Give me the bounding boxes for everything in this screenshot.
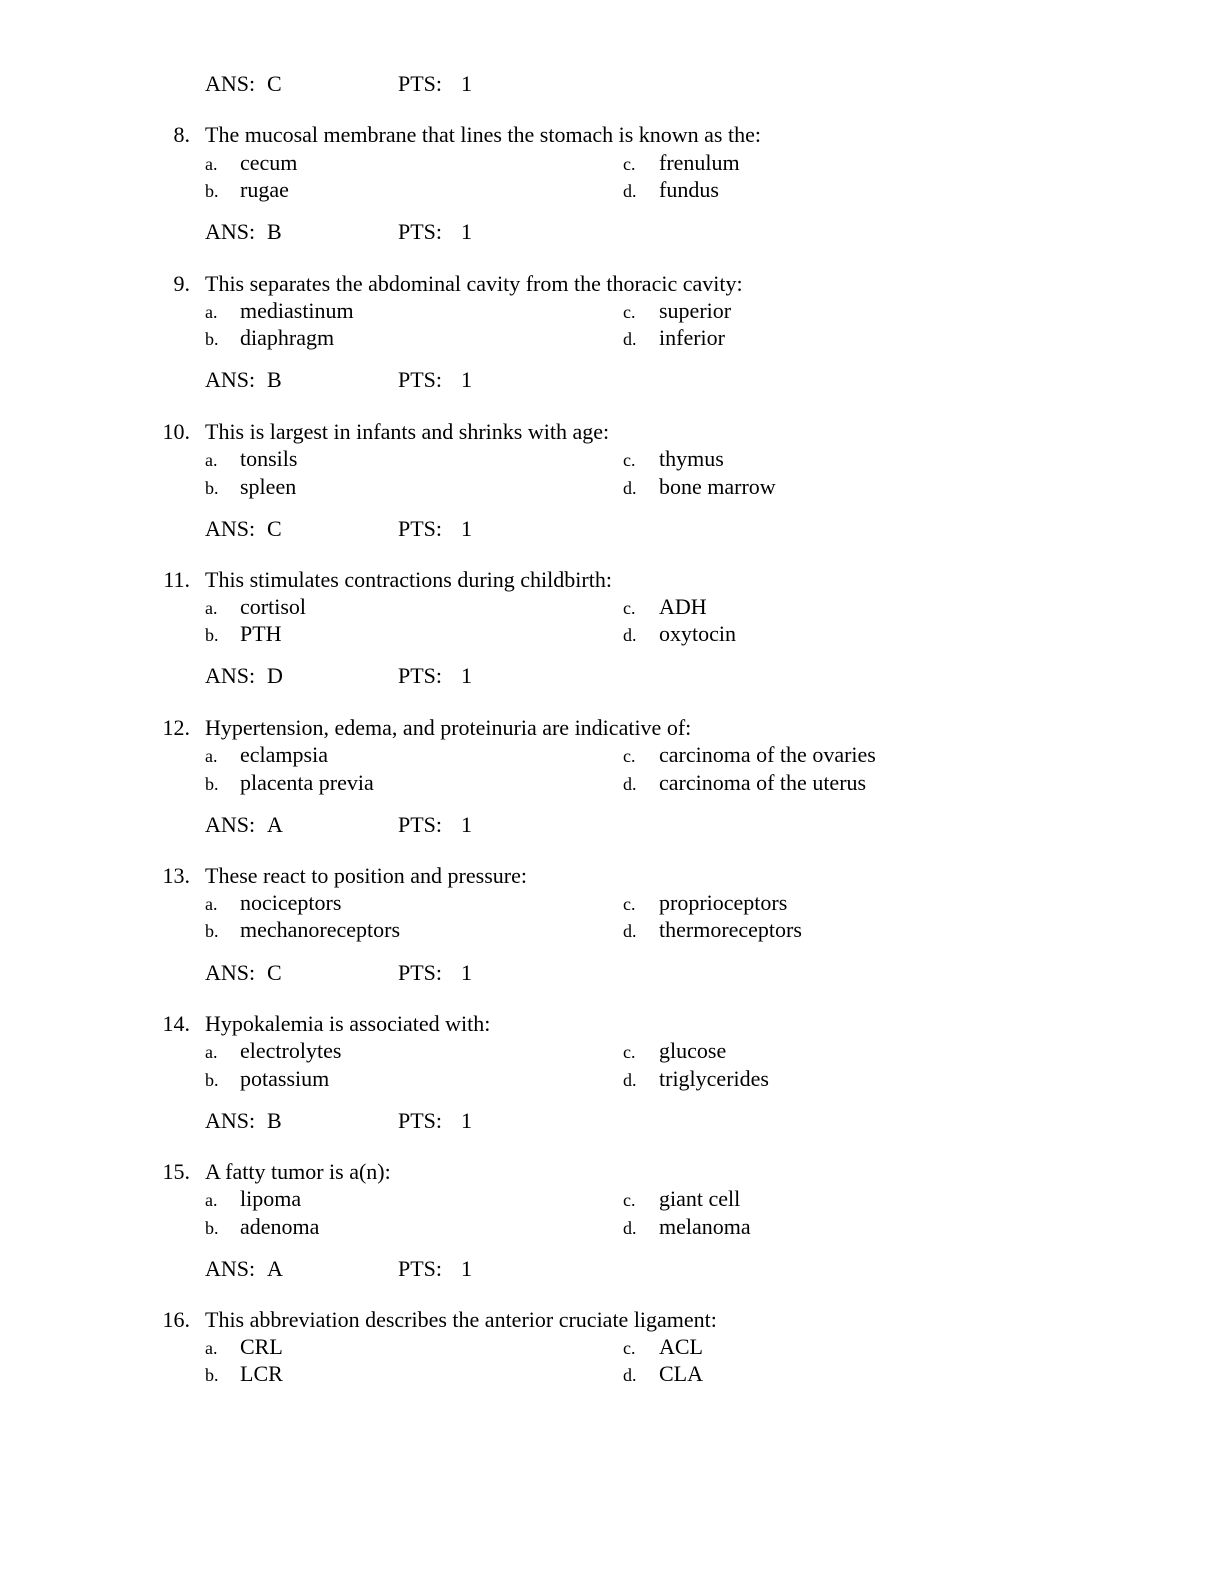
- option-a-letter: a.: [205, 746, 218, 766]
- pts-label: PTS:: [398, 516, 443, 541]
- ans-label: ANS:: [205, 1108, 256, 1133]
- ans-label: ANS:: [205, 960, 256, 985]
- option-d-text: inferior: [659, 325, 725, 350]
- question-text: This abbreviation describes the anterior cruciate ligament:: [205, 1307, 717, 1332]
- option-c-letter: c.: [623, 598, 636, 618]
- ans-value: C: [267, 516, 282, 541]
- answer-row-q15: [0, 1255, 1224, 1283]
- option-d-text: bone marrow: [659, 474, 776, 499]
- option-c-text: ACL: [659, 1334, 703, 1359]
- option-b-letter: b.: [205, 625, 219, 645]
- pts-value: 1: [461, 71, 472, 96]
- option-a-text: lipoma: [240, 1186, 302, 1211]
- option-b-letter: b.: [205, 1218, 219, 1238]
- option-d-text: thermoreceptors: [659, 917, 802, 942]
- ans-label: ANS:: [205, 663, 256, 688]
- option-c-letter: c.: [623, 1042, 636, 1062]
- question-text: This stimulates contractions during childbirth:: [205, 567, 612, 592]
- pts-label: PTS:: [398, 812, 443, 837]
- option-b-text: spleen: [240, 474, 297, 499]
- ans-value: C: [267, 71, 282, 96]
- option-b-text: placenta previa: [240, 770, 374, 795]
- question-text: Hypertension, edema, and proteinuria are indicative of:: [205, 715, 692, 740]
- pts-label: PTS:: [398, 219, 443, 244]
- option-d-text: carcinoma of the uterus: [659, 770, 867, 795]
- option-b-letter: b.: [205, 921, 219, 941]
- pts-label: PTS:: [398, 71, 443, 96]
- option-a-letter: a.: [205, 1338, 218, 1358]
- pts-value: 1: [461, 1108, 472, 1133]
- pts-label: PTS:: [398, 960, 443, 985]
- option-d-letter: d.: [623, 181, 637, 201]
- option-c-letter: c.: [623, 302, 636, 322]
- option-a-letter: a.: [205, 598, 218, 618]
- ans-label: ANS:: [205, 219, 256, 244]
- option-b-text: adenoma: [240, 1214, 320, 1239]
- option-b-text: rugae: [240, 177, 289, 202]
- option-c-text: giant cell: [659, 1186, 741, 1211]
- pts-value: 1: [461, 960, 472, 985]
- ans-value: A: [267, 812, 283, 837]
- option-a-text: mediastinum: [240, 298, 354, 323]
- answer-row-q9: [0, 366, 1224, 394]
- option-a-letter: a.: [205, 1042, 218, 1062]
- option-b-letter: b.: [205, 478, 219, 498]
- ans-label: ANS:: [205, 812, 256, 837]
- question-number: 10.: [162, 419, 190, 444]
- option-d-text: CLA: [659, 1361, 703, 1386]
- option-a-letter: a.: [205, 302, 218, 322]
- question-13: [0, 862, 1224, 946]
- option-c-text: proprioceptors: [659, 890, 788, 915]
- question-number: 15.: [162, 1159, 190, 1184]
- option-d-letter: d.: [623, 921, 637, 941]
- answer-row-q7: [0, 70, 1224, 98]
- pts-value: 1: [461, 663, 472, 688]
- option-a-letter: a.: [205, 154, 218, 174]
- option-b-text: mechanoreceptors: [240, 917, 401, 942]
- pts-value: 1: [461, 367, 472, 392]
- question-text: This separates the abdominal cavity from the thoracic cavity:: [205, 271, 743, 296]
- ans-value: B: [267, 219, 282, 244]
- option-b-letter: b.: [205, 774, 219, 794]
- option-a-letter: a.: [205, 450, 218, 470]
- option-d-text: melanoma: [659, 1214, 751, 1239]
- answer-row-q13: [0, 959, 1224, 987]
- option-d-letter: d.: [623, 1218, 637, 1238]
- answer-row-q11: [0, 662, 1224, 690]
- question-15: [0, 1158, 1224, 1242]
- option-a-text: nociceptors: [240, 890, 342, 915]
- option-d-letter: d.: [623, 625, 637, 645]
- pts-label: PTS:: [398, 1256, 443, 1281]
- option-c-text: glucose: [659, 1038, 727, 1063]
- option-c-letter: c.: [623, 746, 636, 766]
- question-16: [0, 1306, 1224, 1390]
- option-b-text: PTH: [240, 621, 282, 646]
- question-number: 8.: [173, 122, 190, 147]
- pts-value: 1: [461, 812, 472, 837]
- answer-row-q8: [0, 218, 1224, 246]
- option-c-letter: c.: [623, 450, 636, 470]
- question-10: [0, 418, 1224, 502]
- pts-value: 1: [461, 516, 472, 541]
- ans-label: ANS:: [205, 367, 256, 392]
- answer-row-q12: [0, 811, 1224, 839]
- question-number: 16.: [162, 1307, 190, 1332]
- option-b-letter: b.: [205, 181, 219, 201]
- option-c-letter: c.: [623, 1338, 636, 1358]
- option-c-text: superior: [659, 298, 732, 323]
- option-a-text: cortisol: [240, 594, 306, 619]
- option-d-letter: d.: [623, 1070, 637, 1090]
- option-c-text: ADH: [659, 594, 707, 619]
- option-a-text: tonsils: [240, 446, 298, 471]
- question-8: [0, 121, 1224, 205]
- answer-row-q10: [0, 515, 1224, 543]
- option-a-text: electrolytes: [240, 1038, 342, 1063]
- ans-label: ANS:: [205, 1256, 256, 1281]
- question-text: Hypokalemia is associated with:: [205, 1011, 491, 1036]
- question-text: These react to position and pressure:: [205, 863, 527, 888]
- question-text: The mucosal membrane that lines the stomach is known as the:: [205, 122, 761, 147]
- pts-value: 1: [461, 1256, 472, 1281]
- option-b-letter: b.: [205, 1070, 219, 1090]
- option-a-text: cecum: [240, 150, 298, 175]
- question-text: A fatty tumor is a(n):: [205, 1159, 391, 1184]
- ans-value: B: [267, 1108, 282, 1133]
- question-12: [0, 714, 1224, 798]
- ans-value: A: [267, 1256, 283, 1281]
- ans-value: C: [267, 960, 282, 985]
- option-d-text: triglycerides: [659, 1066, 769, 1091]
- option-c-text: thymus: [659, 446, 724, 471]
- question-number: 12.: [162, 715, 190, 740]
- question-number: 13.: [162, 863, 190, 888]
- answer-row-q14: [0, 1107, 1224, 1135]
- option-c-letter: c.: [623, 154, 636, 174]
- option-b-letter: b.: [205, 1365, 219, 1385]
- ans-label: ANS:: [205, 71, 256, 96]
- option-c-letter: c.: [623, 894, 636, 914]
- ans-value: D: [267, 663, 283, 688]
- option-a-letter: a.: [205, 1190, 218, 1210]
- question-14: [0, 1010, 1224, 1094]
- option-b-text: LCR: [240, 1361, 283, 1386]
- option-a-letter: a.: [205, 894, 218, 914]
- option-d-letter: d.: [623, 774, 637, 794]
- option-d-letter: d.: [623, 478, 637, 498]
- option-d-letter: d.: [623, 329, 637, 349]
- ans-label: ANS:: [205, 516, 256, 541]
- option-b-text: potassium: [240, 1066, 330, 1091]
- option-a-text: eclampsia: [240, 742, 328, 767]
- option-c-text: frenulum: [659, 150, 740, 175]
- option-c-text: carcinoma of the ovaries: [659, 742, 876, 767]
- option-b-letter: b.: [205, 329, 219, 349]
- option-d-text: oxytocin: [659, 621, 736, 646]
- pts-value: 1: [461, 219, 472, 244]
- pts-label: PTS:: [398, 1108, 443, 1133]
- question-number: 11.: [163, 567, 190, 592]
- pts-label: PTS:: [398, 663, 443, 688]
- option-d-text: fundus: [659, 177, 719, 202]
- question-number: 9.: [173, 271, 190, 296]
- question-number: 14.: [162, 1011, 190, 1036]
- option-b-text: diaphragm: [240, 325, 335, 350]
- question-9: [0, 270, 1224, 354]
- ans-value: B: [267, 367, 282, 392]
- pts-label: PTS:: [398, 367, 443, 392]
- question-11: [0, 566, 1224, 650]
- question-text: This is largest in infants and shrinks with age:: [205, 419, 610, 444]
- option-d-letter: d.: [623, 1365, 637, 1385]
- option-a-text: CRL: [240, 1334, 283, 1359]
- option-c-letter: c.: [623, 1190, 636, 1210]
